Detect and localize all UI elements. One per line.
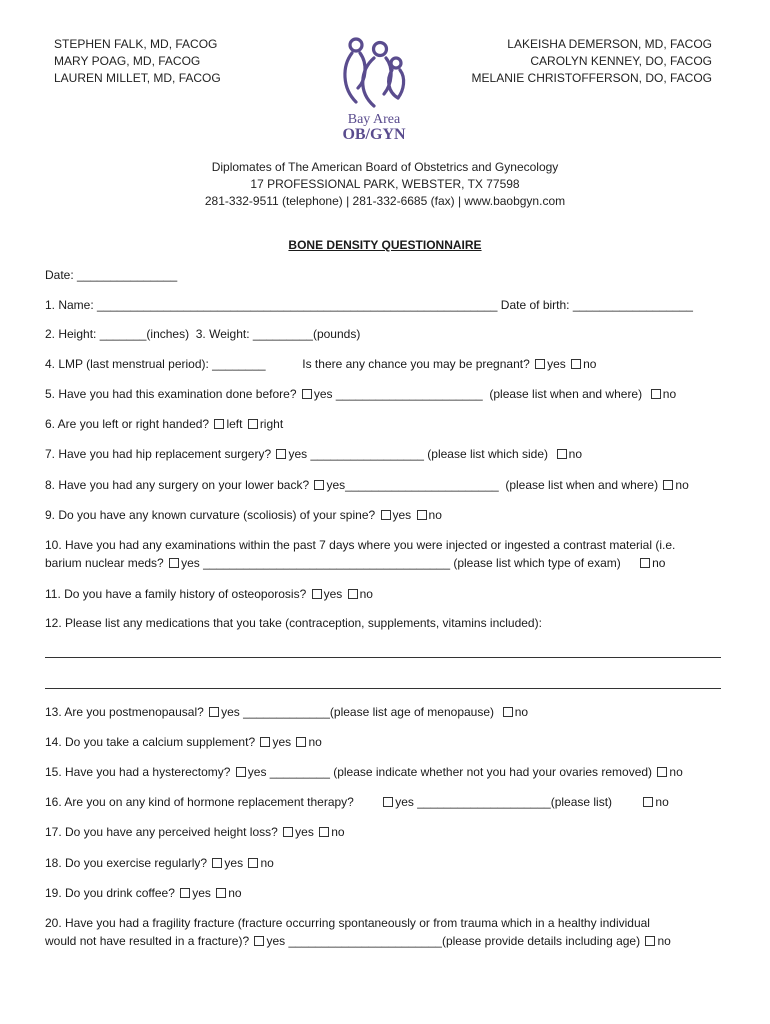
lmp-field: 4. LMP (last menstrual period): ________ xyxy=(45,357,266,371)
yes-label: yes xyxy=(395,795,414,809)
question-20 xyxy=(45,914,650,932)
q11-label: 11. Do you have a family history of osteoporosis? xyxy=(45,587,310,601)
yes-checkbox[interactable] xyxy=(314,480,324,490)
q13-detail: _____________(please list age of menopause) xyxy=(239,705,498,719)
q16-label: 16. Are you on any kind of hormone replacement therapy? xyxy=(45,795,358,809)
medications-answer-line[interactable] xyxy=(45,688,721,689)
q5-label: 5. Have you had this examination done before? xyxy=(45,387,300,401)
no-checkbox[interactable] xyxy=(348,589,358,599)
no-label: no xyxy=(669,765,683,779)
q18-label: 18. Do you exercise regularly? xyxy=(45,856,211,870)
date-field[interactable] xyxy=(45,266,177,284)
q10-label: 10. Have you had any examinations within the past 7 days where you were injected or ingested a contrast material (i.e. xyxy=(45,538,676,552)
yes-checkbox[interactable] xyxy=(169,558,179,568)
no-checkbox[interactable] xyxy=(643,797,653,807)
contact-line: 281-332-9511 (telephone) | 281-332-6685 (fax) | www.baobgyn.com xyxy=(204,194,566,208)
question-12 xyxy=(45,614,542,632)
doctor-name: LAKEISHA DEMERSON, MD, FACOG xyxy=(507,37,712,51)
no-checkbox[interactable] xyxy=(248,858,258,868)
q12-label: 12. Please list any medications that you take (contraception, supplements, vitamins included): xyxy=(45,616,542,630)
q7-detail: _________________ (please list which side) xyxy=(307,447,552,461)
family-figures-icon xyxy=(334,36,414,114)
doctor-name: STEPHEN FALK, MD, FACOG xyxy=(54,37,218,51)
name-field: 1. Name: ____________________________________________________________ xyxy=(45,298,501,312)
doctors-list-left xyxy=(54,36,221,87)
question-15 xyxy=(45,763,683,781)
q16-detail: ____________________(please list) xyxy=(413,795,616,809)
question-17 xyxy=(45,823,345,841)
question-6 xyxy=(45,415,283,433)
no-checkbox[interactable] xyxy=(296,737,306,747)
no-checkbox[interactable] xyxy=(663,480,673,490)
no-label: no xyxy=(514,705,529,719)
yes-label: yes xyxy=(266,934,286,948)
no-label: no xyxy=(655,795,669,809)
q14-label: 14. Do you take a calcium supplement? xyxy=(45,735,259,749)
question-16 xyxy=(45,793,669,811)
question-2-3[interactable] xyxy=(45,325,360,343)
no-checkbox[interactable] xyxy=(216,888,226,898)
doctor-name: CAROLYN KENNEY, DO, FACOG xyxy=(530,54,712,68)
no-label: no xyxy=(260,856,274,870)
question-9 xyxy=(45,506,442,524)
right-label: right xyxy=(259,417,284,431)
q20-detail: _______________________(please provide details including age) xyxy=(285,934,644,948)
yes-checkbox[interactable] xyxy=(276,449,286,459)
no-checkbox[interactable] xyxy=(557,449,567,459)
yes-checkbox[interactable] xyxy=(180,888,190,898)
question-10 xyxy=(45,536,675,554)
no-checkbox[interactable] xyxy=(503,707,513,717)
yes-label: yes xyxy=(192,886,211,900)
q10-label-cont: barium nuclear meds? xyxy=(45,556,168,570)
q20-label: 20. Have you had a fragility fracture (fracture occurring spontaneously or from trauma which in a healthy individual xyxy=(45,916,650,930)
yes-checkbox[interactable] xyxy=(283,827,293,837)
address-line: 17 PROFESSIONAL PARK, WEBSTER, TX 77598 xyxy=(250,177,520,191)
yes-label: yes xyxy=(247,765,267,779)
no-label: no xyxy=(308,735,322,749)
q8-label: 8. Have you had any surgery on your lower back? xyxy=(45,478,313,492)
yes-label: yes xyxy=(295,825,314,839)
yes-label: yes xyxy=(288,447,308,461)
yes-label: yes xyxy=(326,478,346,492)
diplomates-line: Diplomates of The American Board of Obstetrics and Gynecology xyxy=(211,160,559,174)
question-7 xyxy=(45,445,582,463)
no-checkbox[interactable] xyxy=(651,389,661,399)
yes-checkbox[interactable] xyxy=(236,767,246,777)
yes-checkbox[interactable] xyxy=(212,858,222,868)
yes-checkbox[interactable] xyxy=(302,389,312,399)
yes-label: yes xyxy=(221,705,240,719)
question-4 xyxy=(45,355,596,373)
yes-checkbox[interactable] xyxy=(312,589,322,599)
left-label: left xyxy=(226,417,243,431)
yes-checkbox[interactable] xyxy=(254,936,264,946)
question-14 xyxy=(45,733,322,751)
medications-answer-line[interactable] xyxy=(45,657,721,658)
no-label: no xyxy=(428,508,442,522)
q5-detail: ______________________ (please list when and where) xyxy=(332,387,646,401)
yes-label: yes xyxy=(272,735,292,749)
q8-detail: _______________________ (please list when and where) xyxy=(345,478,662,492)
no-label: no xyxy=(228,886,242,900)
yes-label: yes xyxy=(392,508,412,522)
q6-label: 6. Are you left or right handed? xyxy=(45,417,213,431)
question-8 xyxy=(45,476,689,494)
logo-text-bay-area: Bay Area xyxy=(347,112,401,127)
yes-label: yes xyxy=(181,556,200,570)
dob-field: Date of birth: __________________ xyxy=(500,298,693,312)
no-label: no xyxy=(652,556,666,570)
question-5 xyxy=(45,385,676,403)
doctors-list-right xyxy=(472,36,712,87)
no-checkbox[interactable] xyxy=(417,510,427,520)
q20-label-cont: would not have resulted in a fracture)? xyxy=(45,934,253,948)
no-checkbox[interactable] xyxy=(645,936,655,946)
question-11 xyxy=(45,585,373,603)
no-label: no xyxy=(675,478,689,492)
question-20-cont xyxy=(45,932,671,950)
yes-checkbox[interactable] xyxy=(381,510,391,520)
q15-label: 15. Have you had a hysterectomy? xyxy=(45,765,234,779)
no-label: no xyxy=(568,447,583,461)
q7-label: 7. Have you had hip replacement surgery? xyxy=(45,447,275,461)
no-checkbox[interactable] xyxy=(319,827,329,837)
left-checkbox[interactable] xyxy=(214,419,224,429)
q10-detail: _____________________________________ (please list which type of exam) xyxy=(199,556,625,570)
yes-checkbox[interactable] xyxy=(260,737,270,747)
q9-label: 9. Do you have any known curvature (scoliosis) of your spine? xyxy=(45,508,379,522)
no-checkbox[interactable] xyxy=(640,558,650,568)
right-checkbox[interactable] xyxy=(248,419,258,429)
bay-area-obgyn-logo xyxy=(334,36,414,148)
yes-checkbox[interactable] xyxy=(209,707,219,717)
no-label: no xyxy=(359,587,373,601)
yes-label: yes xyxy=(224,856,244,870)
yes-label: yes xyxy=(313,387,333,401)
q17-label: 17. Do you have any perceived height loss? xyxy=(45,825,282,839)
logo-text-obgyn: OB/GYN xyxy=(342,126,406,143)
q19-label: 19. Do you drink coffee? xyxy=(45,886,179,900)
q13-label: 13. Are you postmenopausal? xyxy=(45,705,208,719)
q15-detail: _________ (please indicate whether not you had your ovaries removed) xyxy=(266,765,656,779)
question-19 xyxy=(45,884,242,902)
question-1[interactable] xyxy=(45,296,693,314)
pregnant-label: Is there any chance you may be pregnant? xyxy=(302,357,534,371)
no-checkbox[interactable] xyxy=(571,359,581,369)
no-label: no xyxy=(662,387,677,401)
no-label: no xyxy=(657,934,671,948)
doctor-name: LAUREN MILLET, MD, FACOG xyxy=(54,71,221,85)
date-label: Date: _______________ xyxy=(45,268,178,282)
no-label: no xyxy=(583,357,597,371)
no-checkbox[interactable] xyxy=(657,767,667,777)
form-title: BONE DENSITY QUESTIONNAIRE xyxy=(288,238,482,252)
yes-checkbox[interactable] xyxy=(535,359,545,369)
doctor-name: MARY POAG, MD, FACOG xyxy=(54,54,201,68)
height-weight-fields: 2. Height: _______(inches) 3. Weight: _________(pounds) xyxy=(45,327,361,341)
yes-checkbox[interactable] xyxy=(383,797,393,807)
question-13 xyxy=(45,703,528,721)
yes-label: yes xyxy=(323,587,343,601)
question-18 xyxy=(45,854,274,872)
no-label: no xyxy=(331,825,345,839)
doctor-name: MELANIE CHRISTOFFERSON, DO, FACOG xyxy=(471,71,712,85)
yes-label: yes xyxy=(547,357,566,371)
question-10-cont xyxy=(45,554,665,572)
